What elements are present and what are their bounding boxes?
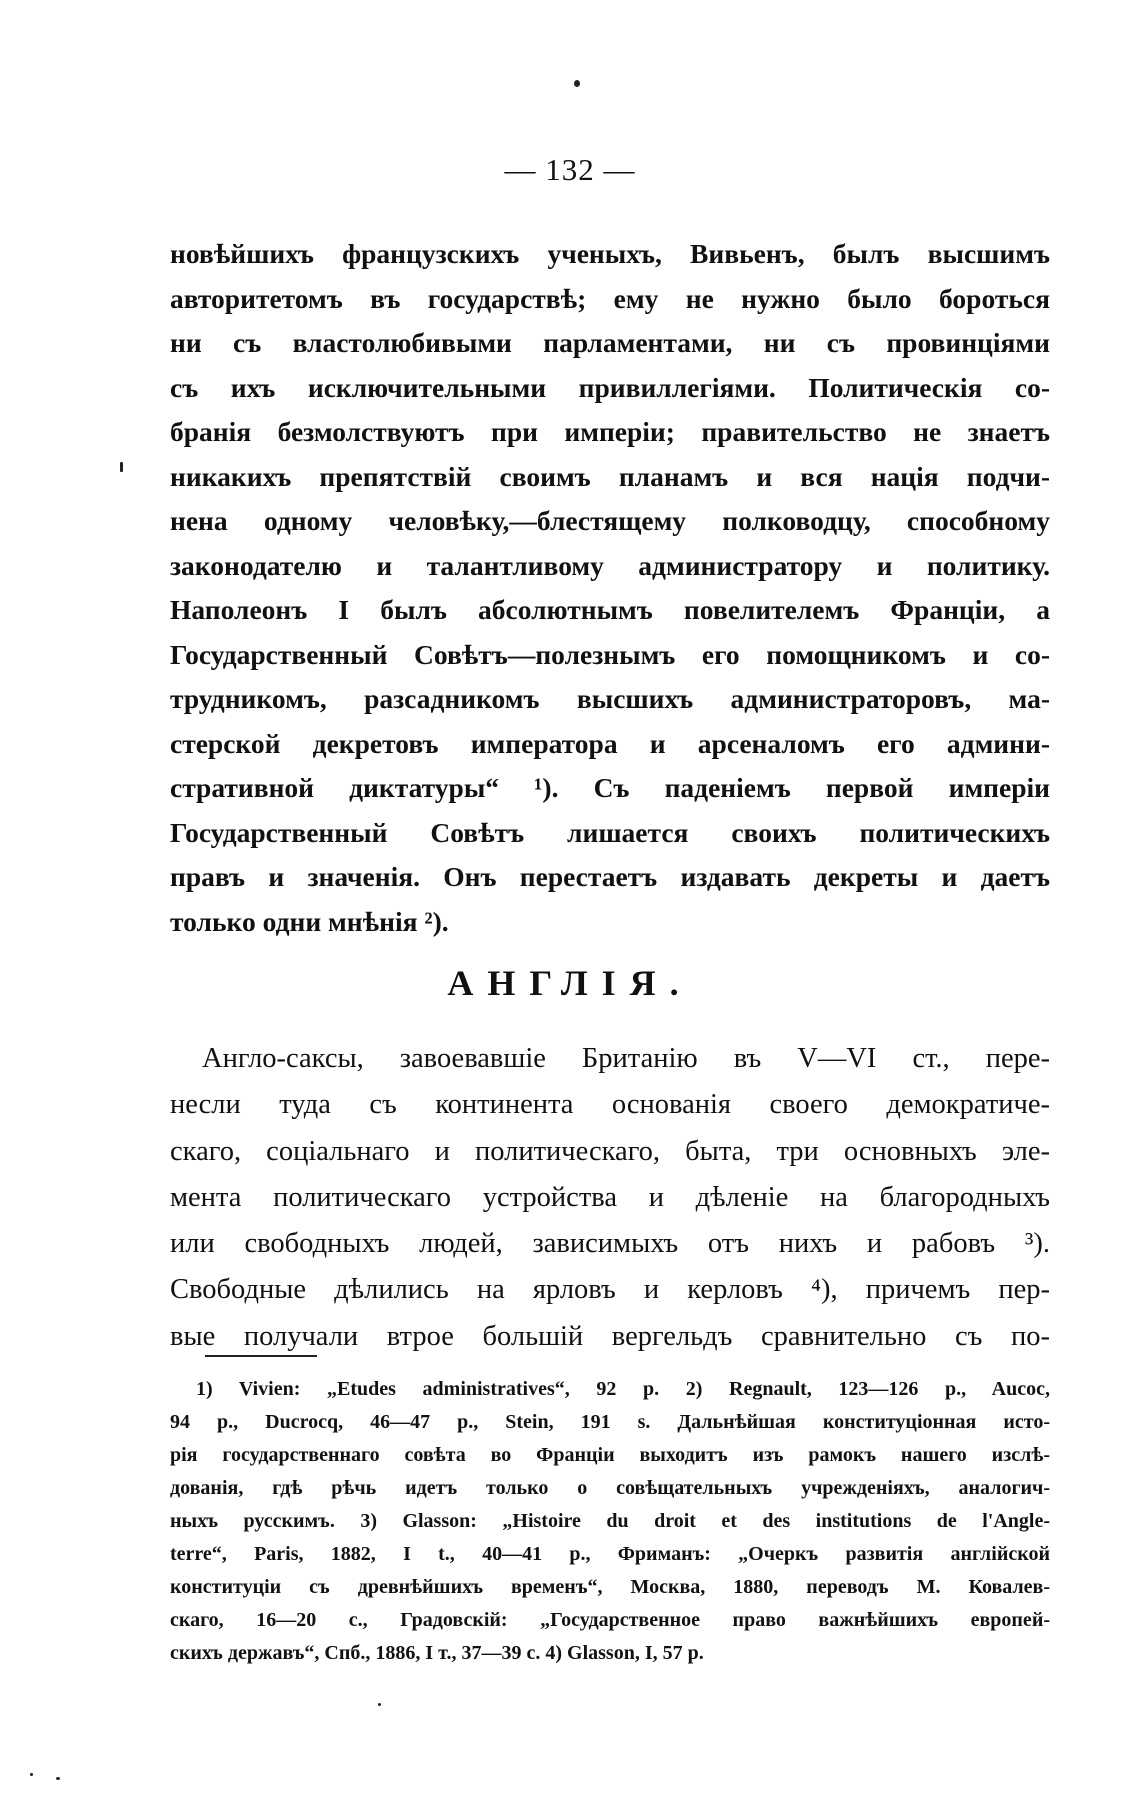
paragraph-continued [170, 232, 1050, 944]
text-line: мента политическаго устройства и дѣленіе на благородныхъ [170, 1181, 1050, 1213]
text-line: или свободныхъ людей, зависимыхъ отъ нихъ и рабовъ ³). [170, 1228, 1050, 1260]
text-line: скаго, соціальнаго и политическаго, быта, три основныхъ эле- [170, 1135, 1050, 1167]
text-line: Государственный Совѣтъ—полезнымъ его помощникомъ и со- [170, 638, 1050, 670]
footnote-line: 94 p., Ducrocq, 46—47 p., Stein, 191 s. Дальнѣйшая конституціонная исто- [170, 1411, 1050, 1433]
text-line: Наполеонъ I былъ абсолютнымъ повелителемъ Франціи, а [170, 594, 1050, 625]
footnote-divider [205, 1355, 317, 1357]
footnote-line: скихъ державъ“, Спб., 1886, I т., 37—39 с. 4) Glasson, I, 57 p. [170, 1642, 704, 1664]
footnotes [170, 1373, 1050, 1670]
paragraph-england [170, 1036, 1050, 1360]
text-line: бранія безмолствуютъ при имперіи; правительство не знаетъ [170, 416, 1050, 447]
text-line: съ ихъ исключительными привиллегіями. Политическія со- [170, 371, 1050, 403]
text-line: несли туда съ континента основанія своего демократиче- [170, 1089, 1050, 1121]
page-number: — 132 — [504, 152, 636, 187]
footnote-line: ныхъ русскимъ. 3) Glasson: „Histoire du droit et des institutions de l'Angle- [170, 1510, 1050, 1532]
footnote-line: скаго, 16—20 с., Градовскій: „Государственное право важнѣйшихъ европей- [170, 1609, 1050, 1631]
footnote-line: terre“, Paris, 1882, I t., 40—41 p., Фриманъ: „Очеркъ развитія англійской [170, 1543, 1050, 1565]
text-line: Англо-саксы, завоевавшіе Британію въ V—VI ст., пере- [202, 1043, 1050, 1074]
ink-speck-bottom-left-2 [56, 1777, 60, 1780]
text-line: только одни мнѣнія ²). [170, 905, 449, 937]
text-line: ни съ властолюбивыми парламентами, ни съ провинціями [170, 327, 1050, 358]
text-line: новѣйшихъ французскихъ ученыхъ, Вивьенъ, былъ высшимъ [170, 238, 1050, 269]
footnote-line: рія государственнаго совѣта во Франціи выходитъ изъ рамокъ нашего изслѣ- [170, 1444, 1050, 1466]
section-heading: АНГЛІЯ. [447, 963, 693, 1003]
text-line: нена одному человѣку,—блестящему полководцу, способному [170, 505, 1050, 536]
text-line: стративной диктатуры“ ¹). Съ паденіемъ первой имперіи [170, 772, 1050, 803]
footnote-line: конституціи съ древнѣйшихъ временъ“, Москва, 1880, переводъ М. Ковалев- [170, 1576, 1050, 1598]
ink-speck-bottom [378, 1703, 381, 1706]
text-line: Государственный Совѣтъ лишается своихъ политическихъ [170, 816, 1050, 848]
text-line: никакихъ препятствій своимъ планамъ и вся нація подчи- [170, 460, 1050, 492]
text-line: законодателю и талантливому администратору и политику. [170, 549, 1050, 581]
text-line: стерской декретовъ императора и арсеналомъ его админи- [170, 727, 1050, 759]
text-line: правъ и значенія. Онъ перестаетъ издавать декреты и даетъ [170, 861, 1050, 892]
text-line: Свободные дѣлились на ярловъ и керловъ ⁴), причемъ пер- [170, 1274, 1050, 1306]
ink-speck-bottom-left-1 [30, 1773, 33, 1776]
footnote-line: дованія, гдѣ рѣчь идетъ только о совѣщательныхъ учрежденіяхъ, аналогич- [170, 1477, 1050, 1499]
ink-speck-left-margin [120, 462, 123, 472]
ink-speck-top [574, 80, 580, 87]
text-line: вые получали втрое большій вергельдъ сравнительно съ по- [170, 1320, 1050, 1352]
text-line: трудникомъ, разсадникомъ высшихъ администраторовъ, ма- [170, 683, 1050, 714]
footnote-line: 1) Vivien: „Etudes administratives“, 92 p. 2) Regnault, 123—126 p., Aucoc, [196, 1378, 1050, 1400]
text-line: авторитетомъ въ государствѣ; ему не нужно было бороться [170, 282, 1050, 314]
